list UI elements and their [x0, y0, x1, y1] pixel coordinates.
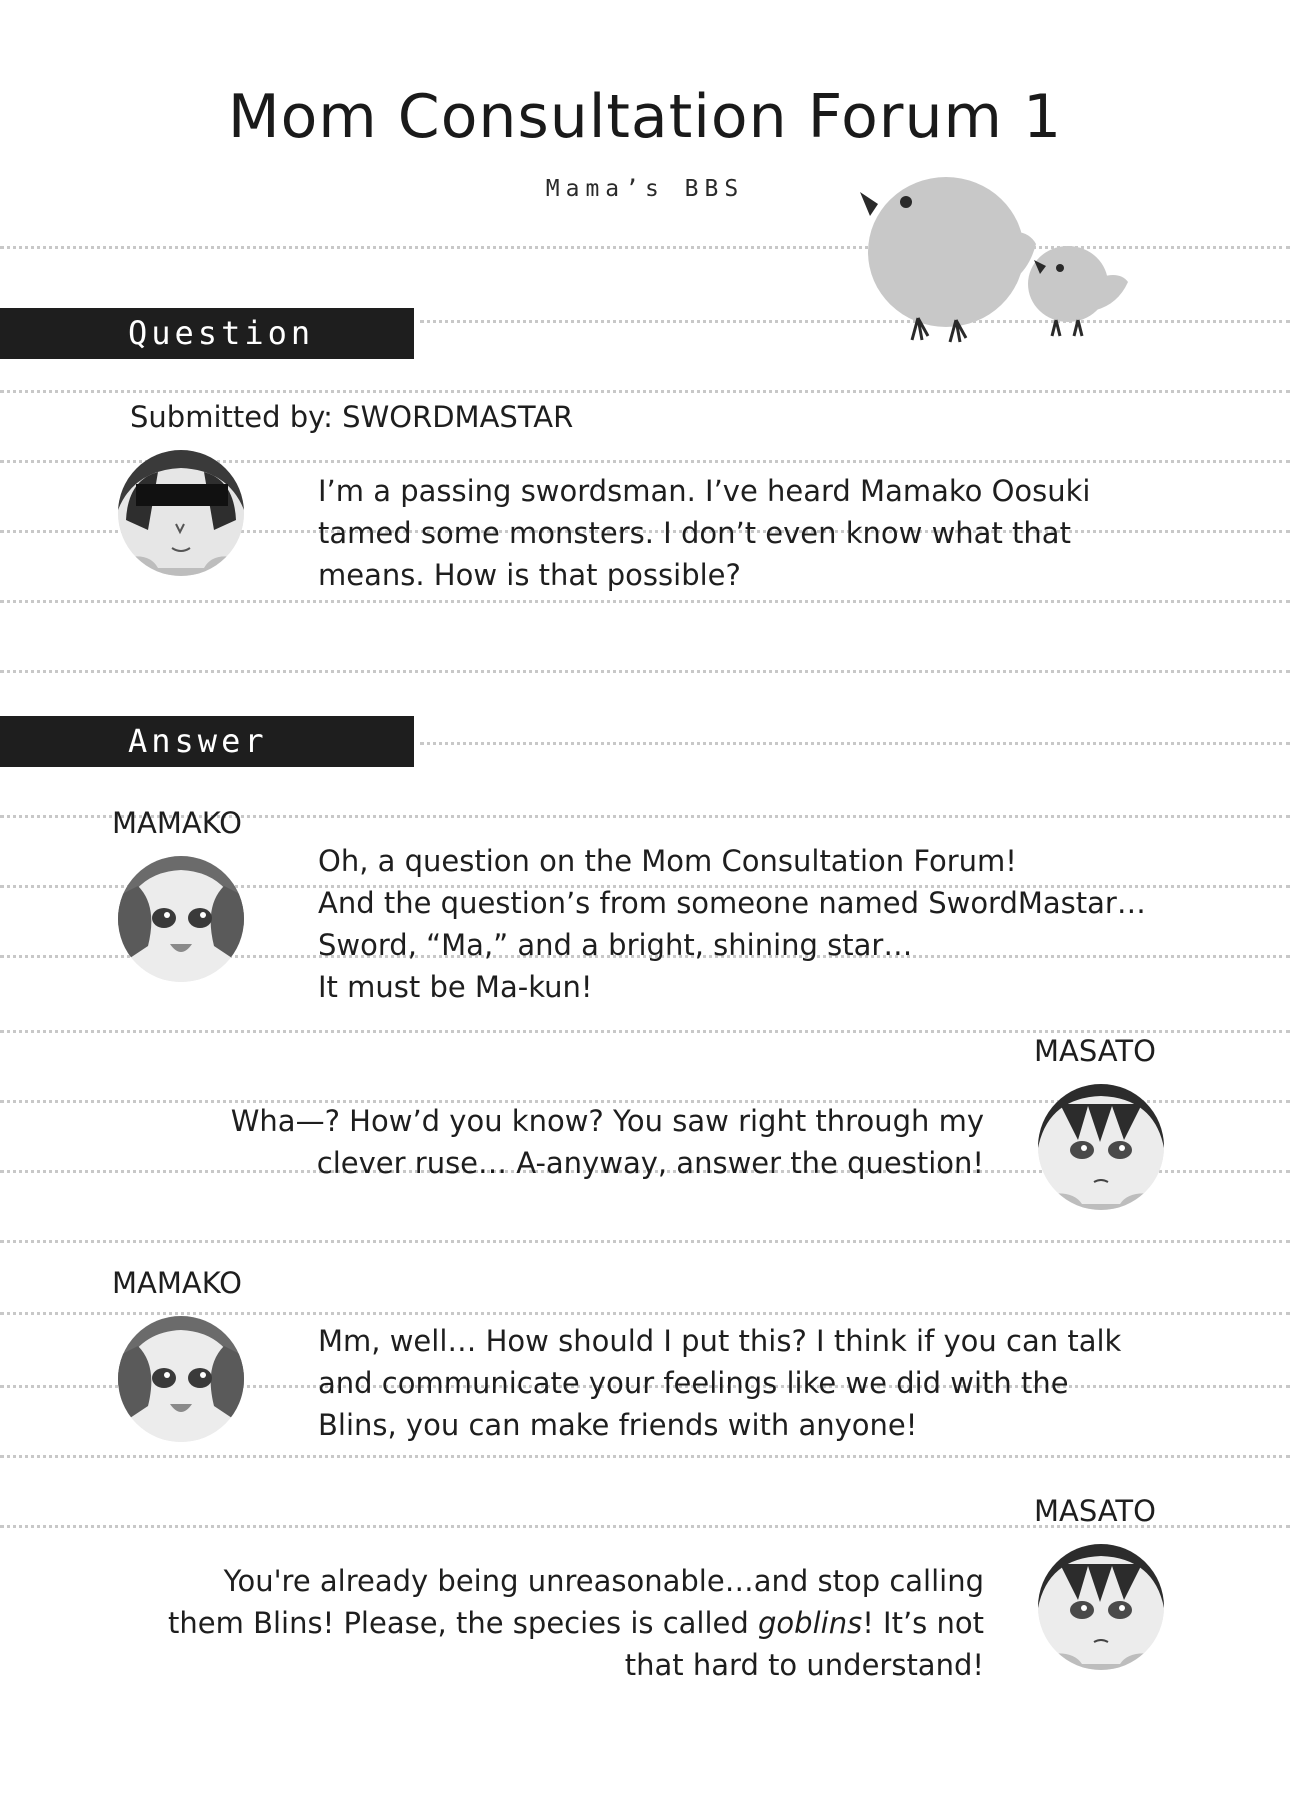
question-message [318, 470, 1091, 596]
question-section-label: Question [0, 308, 414, 359]
mamako-avatar-icon [118, 1316, 244, 1442]
post-speaker-masato: MASATO [1034, 1034, 1156, 1068]
message-line: clever ruse… A-anyway, answer the question! [316, 1146, 984, 1180]
masato-avatar-icon [1038, 1544, 1164, 1670]
message-line: that hard to understand! [624, 1648, 984, 1682]
page-subtitle: Mama’s BBS [545, 176, 745, 202]
post-speaker-mamako: MAMAKO [112, 1266, 242, 1300]
message-line: It must be Ma-kun! [318, 970, 593, 1004]
masato-message [168, 1560, 984, 1686]
mamako-avatar-icon [118, 856, 244, 982]
question-submitter: Submitted by: SWORDMASTAR [130, 400, 574, 434]
question-line: tamed some monsters. I don’t even know what that [318, 516, 1071, 550]
birds-illustration-icon [856, 164, 1136, 344]
message-line: You're already being unreasonable…and stop calling [223, 1564, 984, 1598]
page-title: Mom Consultation Forum 1 [227, 82, 1063, 152]
message-line: Wha—? How’d you know? You saw right through my [230, 1104, 984, 1138]
question-line: I’m a passing swordsman. I’ve heard Mamako Oosuki [318, 474, 1091, 508]
message-text: ! It’s not [862, 1606, 984, 1640]
post-speaker-masato: MASATO [1034, 1494, 1156, 1528]
post-speaker-mamako: MAMAKO [112, 806, 242, 840]
masato-message [231, 1100, 984, 1184]
masato-avatar-icon [1038, 1084, 1164, 1210]
swordsman-censored-avatar-icon [118, 450, 244, 576]
message-line: and communicate your feelings like we did with the [318, 1366, 1069, 1400]
message-line: And the question’s from someone named SwordMastar… [318, 886, 1146, 920]
message-line: Sword, “Ma,” and a bright, shining star… [318, 928, 913, 962]
mamako-message [318, 1320, 1121, 1446]
message-line: Oh, a question on the Mom Consultation Forum! [318, 844, 1017, 878]
message-text: them Blins! Please, the species is called [168, 1606, 759, 1640]
message-line: Blins, you can make friends with anyone! [318, 1408, 918, 1442]
question-line: means. How is that possible? [318, 558, 741, 592]
answer-section-label: Answer [0, 716, 414, 767]
message-line: Mm, well… How should I put this? I think if you can talk [318, 1324, 1122, 1358]
message-line [168, 1602, 984, 1644]
message-emphasis: goblins [758, 1606, 863, 1640]
mamako-message [318, 840, 1146, 1008]
